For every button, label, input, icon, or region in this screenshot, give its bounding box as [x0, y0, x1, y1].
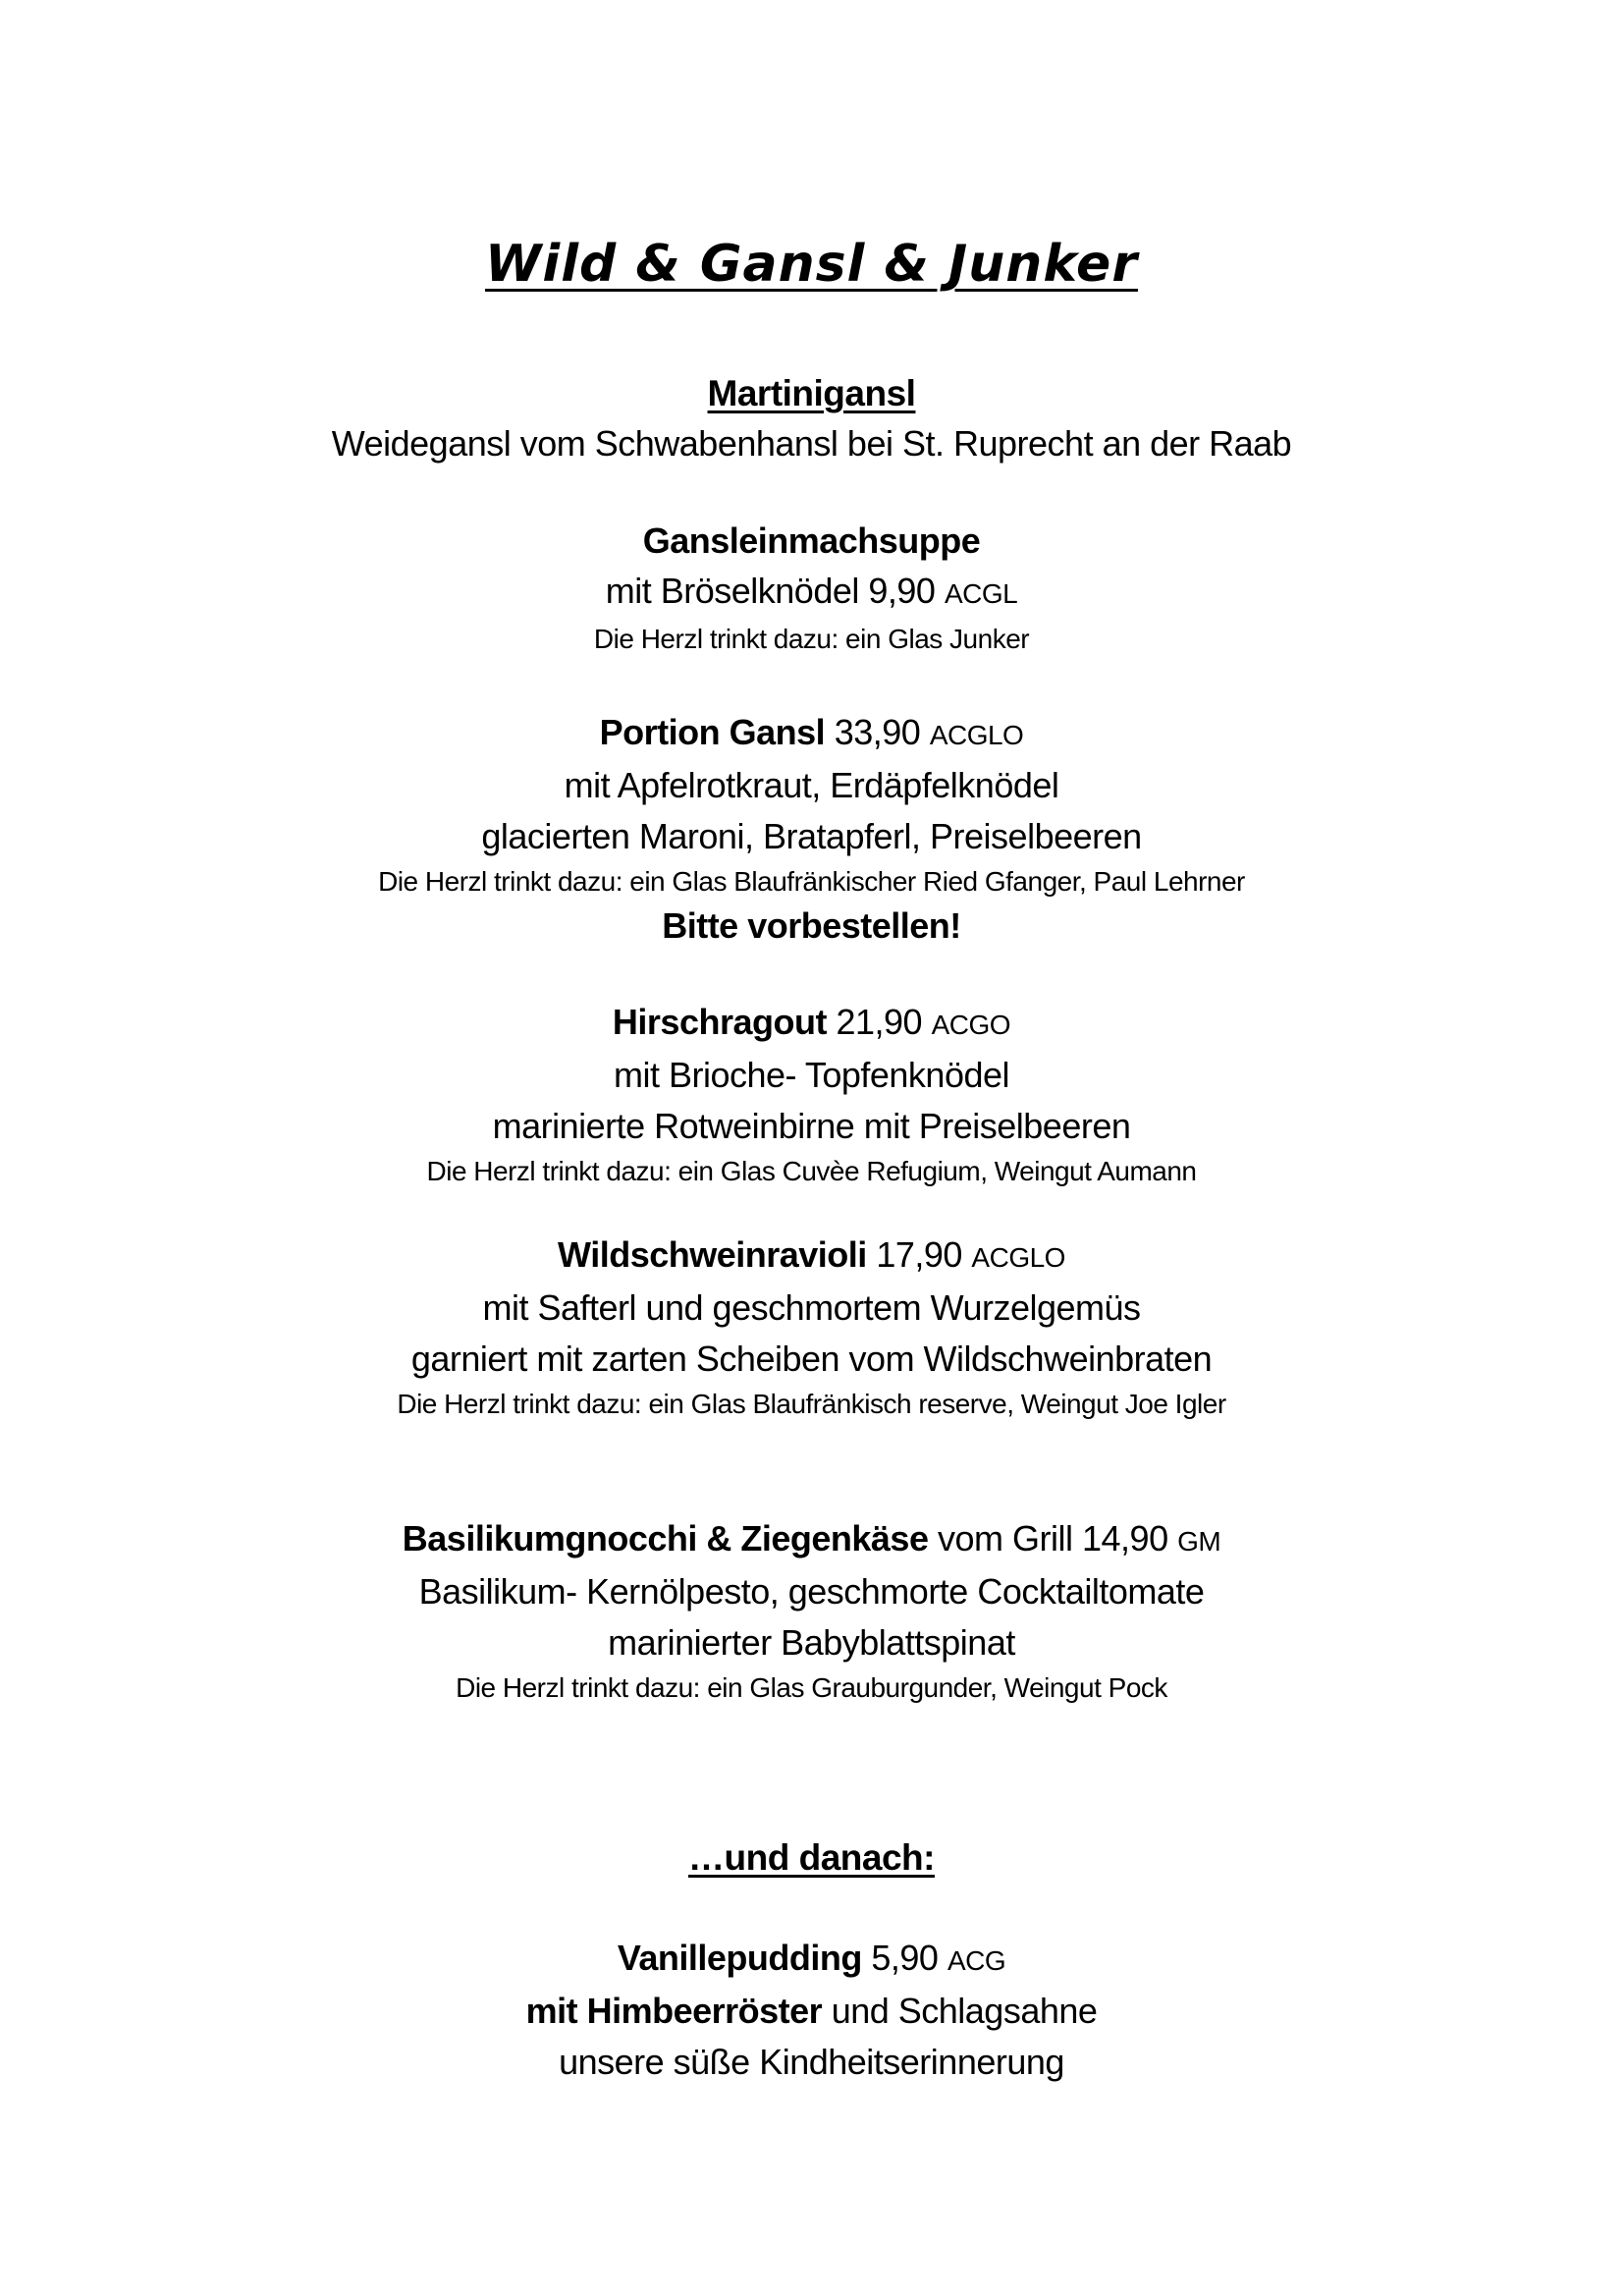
dish-title-line — [0, 998, 1623, 1050]
wine-pairing: Die Herzl trinkt dazu: ein Glas Blaufränkisch reserve, Weingut Joe Igler — [397, 1389, 1226, 1419]
dish-price: 5,90 — [871, 1938, 939, 1978]
wine-pairing: Die Herzl trinkt dazu: ein Glas Grauburgunder, Weingut Pock — [456, 1672, 1167, 1703]
dish-name: Wildschweinravioli — [558, 1234, 867, 1275]
dish-desc-rest: und Schlagsahne — [831, 1991, 1098, 2031]
dish-desc-line: mit Brioche- Topfenknödel — [613, 1055, 1010, 1095]
dish-title-line — [0, 708, 1623, 760]
dish-title-line — [0, 1514, 1623, 1566]
dish-desc-line: marinierter Babyblattspinat — [608, 1622, 1015, 1663]
dish-name: Hirschragout — [612, 1002, 827, 1042]
section-header: Martinigansl — [707, 373, 916, 413]
dish-vanillepudding — [0, 1934, 1623, 2088]
dish-name-suffix: vom Grill — [937, 1518, 1073, 1558]
dish-portion-gansl — [0, 708, 1623, 951]
dish-desc-line: marinierte Rotweinbirne mit Preiselbeeren — [492, 1106, 1131, 1146]
dish-desc: mit Bröselknödel — [605, 571, 859, 611]
dish-title-line — [0, 1230, 1623, 1283]
dish-desc-line: Basilikum- Kernölpesto, geschmorte Cocktailtomate — [418, 1571, 1205, 1612]
wine-pairing: Die Herzl trinkt dazu: ein Glas Blaufränkischer Ried Gfanger, Paul Lehrner — [378, 866, 1245, 897]
dish-name: Basilikumgnocchi & Ziegenkäse — [402, 1518, 929, 1558]
dish-desc-line — [0, 1986, 1623, 2037]
section-martinigansl — [0, 369, 1623, 469]
dish-desc-bold: mit Himbeerröster — [525, 1991, 823, 2031]
dish-allergens: ACGLO — [971, 1242, 1065, 1273]
dessert-section-header: …und danach: — [688, 1837, 935, 1878]
wine-pairing: Die Herzl trinkt dazu: ein Glas Cuvèe Refugium, Weingut Aumann — [426, 1156, 1197, 1186]
dish-allergens: ACGLO — [929, 720, 1024, 750]
dish-desc-line: unsere süße Kindheitserinnerung — [559, 2042, 1064, 2082]
dish-basilikumgnocchi — [0, 1514, 1623, 1708]
dish-price: 21,90 — [836, 1002, 923, 1042]
dish-price: 17,90 — [876, 1234, 962, 1275]
wine-pairing: Die Herzl trinkt dazu: ein Glas Junker — [593, 624, 1030, 654]
dish-allergens: ACGO — [931, 1010, 1011, 1040]
section-subtitle: Weidegansl vom Schwabenhansl bei St. Ruprecht an der Raab — [331, 423, 1292, 464]
dish-name: Gansleinmachsuppe — [642, 520, 981, 561]
preorder-note: Bitte vorbestellen! — [662, 905, 961, 946]
dish-hirschragout — [0, 998, 1623, 1191]
dish-allergens: ACGL — [944, 578, 1018, 609]
dish-gansleinmachsuppe — [0, 517, 1623, 659]
dish-name: Vanillepudding — [617, 1938, 862, 1978]
dish-title-line — [0, 1934, 1623, 1986]
dish-desc-line: mit Apfelrotkraut, Erdäpfelknödel — [564, 765, 1059, 805]
dish-desc-line — [0, 566, 1623, 620]
dish-price: 33,90 — [834, 712, 921, 752]
page-title: Wild & Gansl & Junker — [485, 235, 1138, 294]
dish-wildschweinravioli — [0, 1230, 1623, 1424]
dish-desc-line: garniert mit zarten Scheiben vom Wildschweinbraten — [410, 1339, 1213, 1379]
dish-desc-line: mit Safterl und geschmortem Wurzelgemüs — [482, 1287, 1141, 1328]
dish-price: 9,90 — [868, 571, 936, 611]
dish-allergens: ACG — [947, 1945, 1006, 1976]
dish-name: Portion Gansl — [599, 712, 826, 752]
dish-allergens: GM — [1177, 1526, 1221, 1557]
dish-desc-line: glacierten Maroni, Bratapferl, Preiselbeeren — [481, 816, 1142, 856]
dish-title-line — [0, 517, 1623, 566]
dish-price: 14,90 — [1082, 1518, 1168, 1558]
